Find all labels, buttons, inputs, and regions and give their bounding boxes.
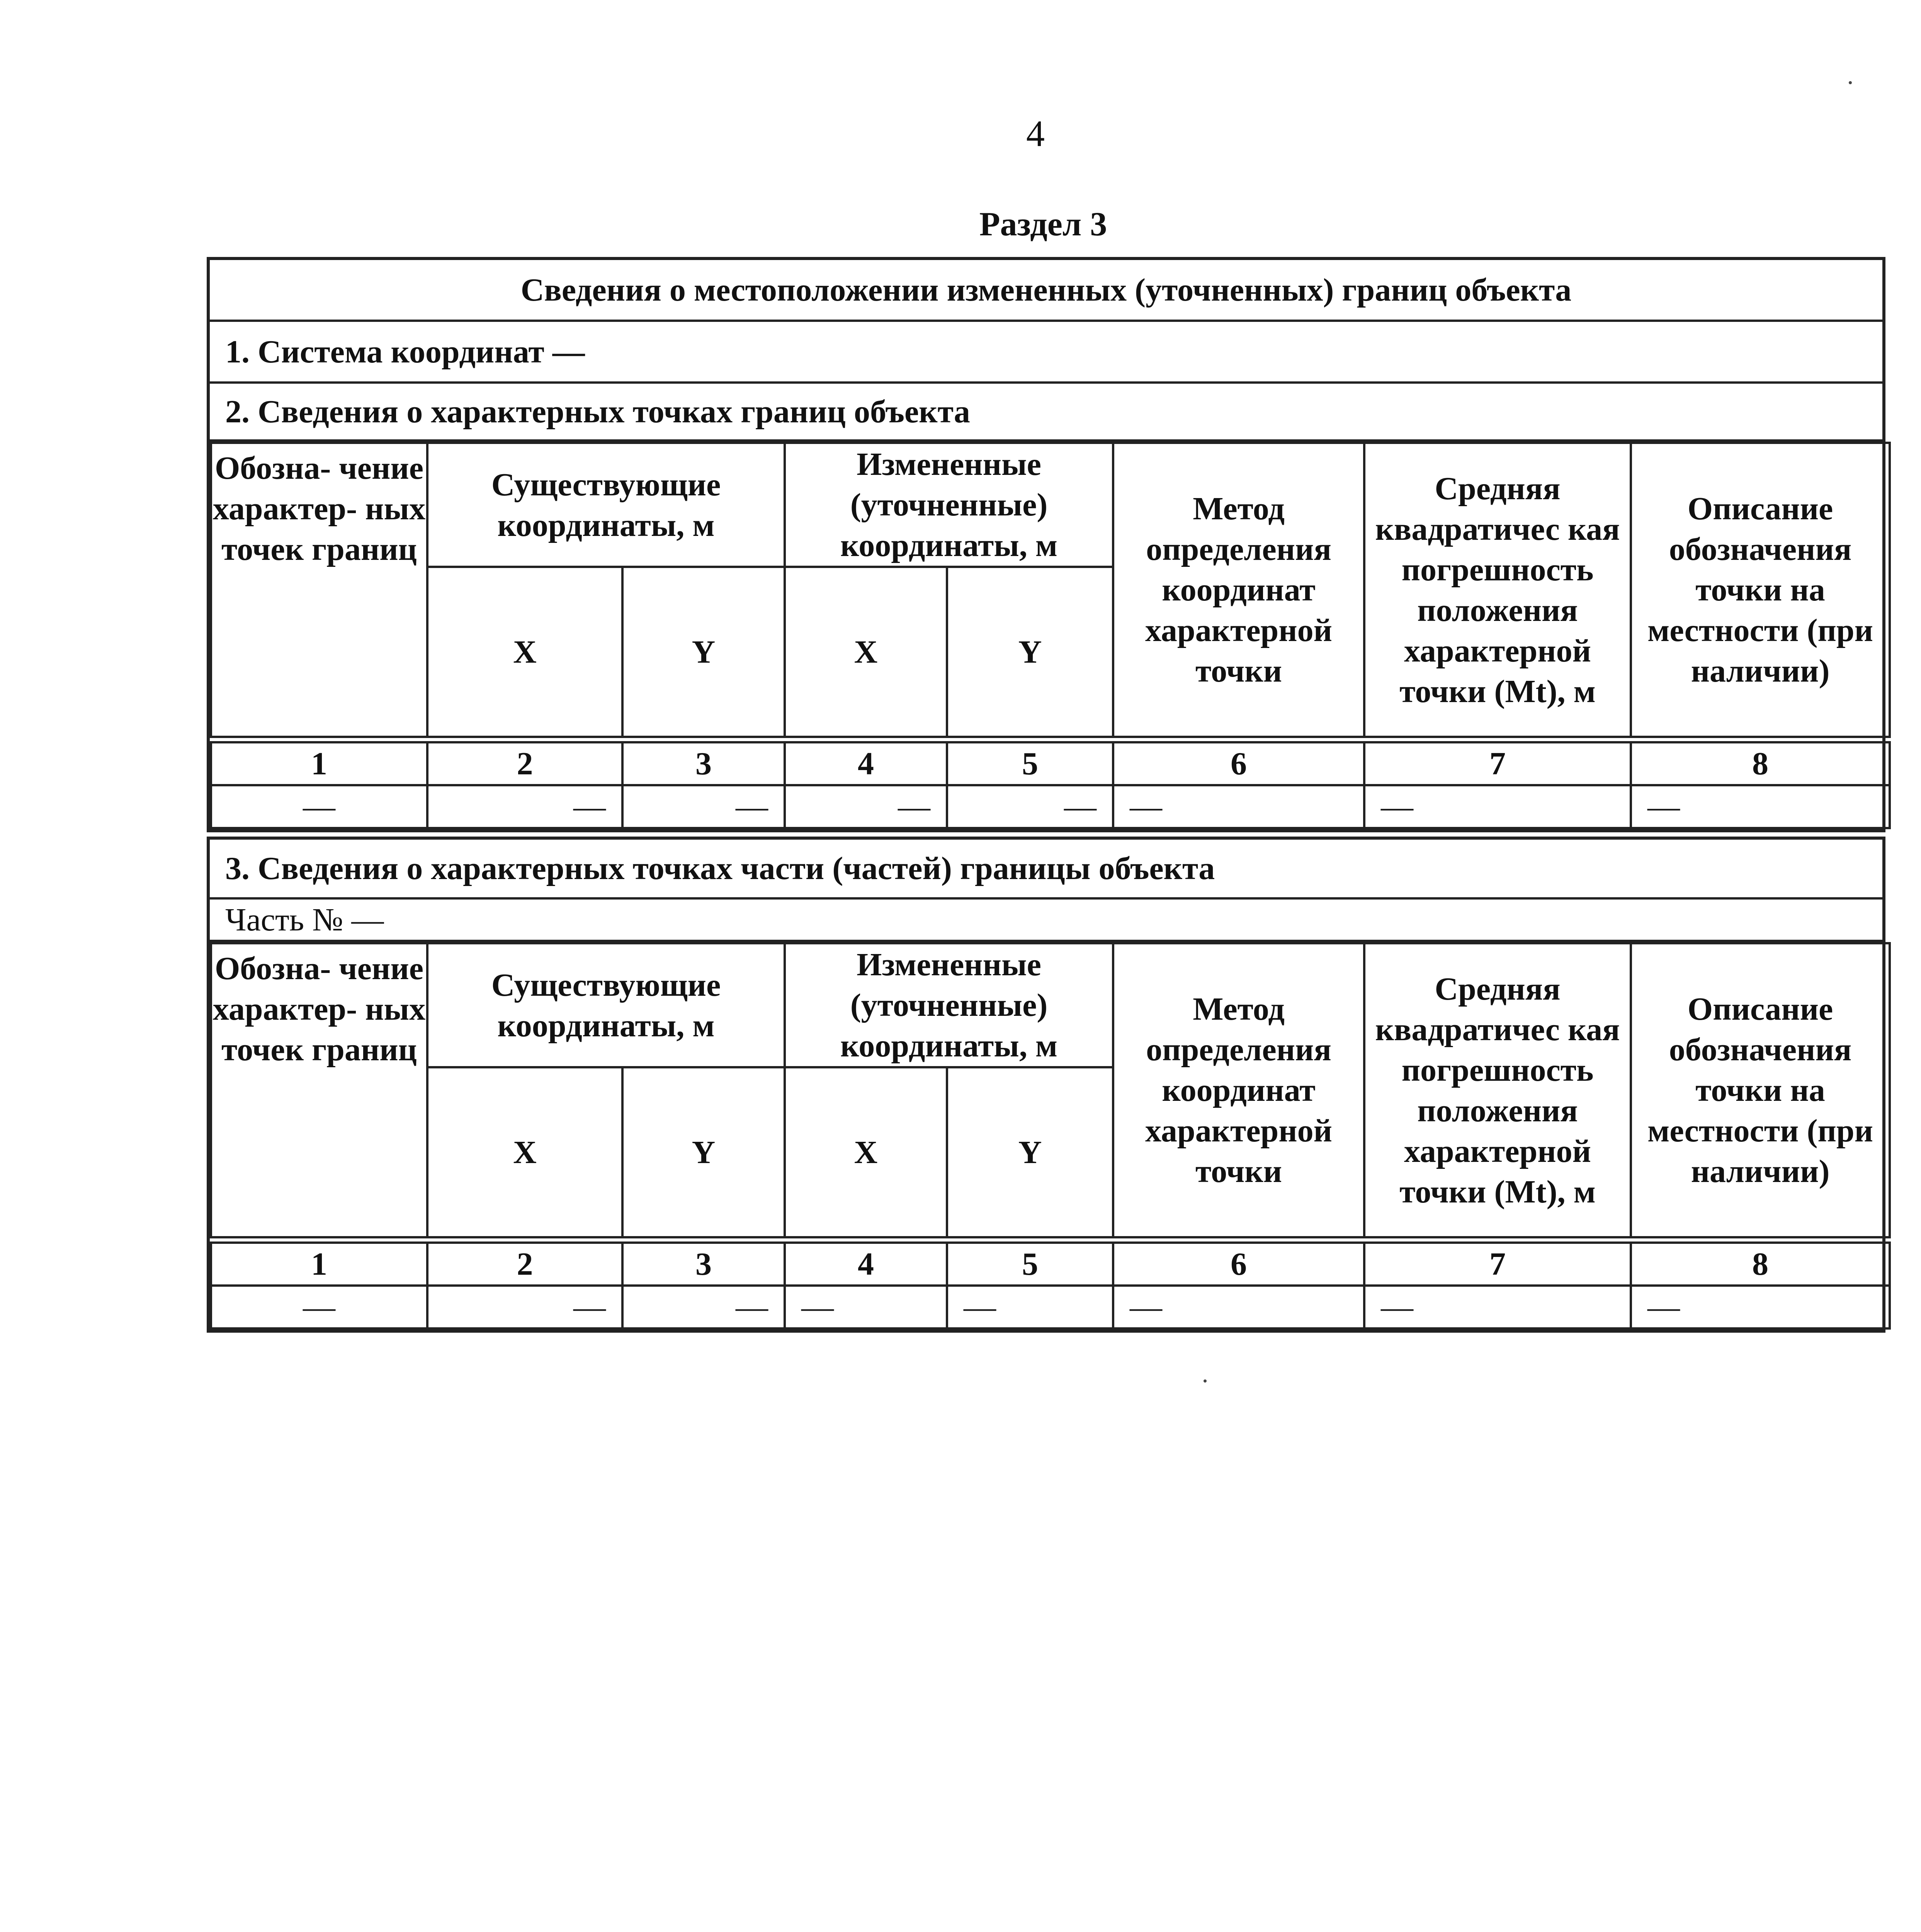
col-number: 1: [211, 742, 427, 785]
table-cell: —: [1113, 1286, 1364, 1328]
header-x-existing: X: [427, 567, 622, 737]
col-number: 7: [1364, 742, 1631, 785]
scan-speck: [1204, 1379, 1207, 1383]
header-x-changed: X: [785, 1067, 947, 1237]
coordinate-system-line: 1. Система координат —: [210, 322, 1882, 384]
part-number-line: Часть № —: [210, 900, 1882, 942]
boundary-table-main: [207, 257, 1885, 832]
block2-title: 2. Сведения о характерных точках границ объекта: [210, 384, 1882, 442]
block3-grid: [210, 942, 1891, 1330]
header-method: Метод определения координат характерной точки: [1113, 443, 1364, 737]
header-existing-coords: Существующие координаты, м: [427, 943, 785, 1067]
col-number: 2: [427, 1243, 622, 1286]
block2-grid: [210, 442, 1891, 829]
table-cell: —: [785, 1286, 947, 1328]
table-cell: —: [947, 785, 1113, 828]
boundary-table-parts: [207, 837, 1885, 1333]
col-number: 2: [427, 742, 622, 785]
table-cell: —: [427, 1286, 622, 1328]
header-point-designation: Обозна- чение характер- ных точек границ: [211, 443, 427, 737]
table-cell: —: [622, 785, 785, 828]
table-cell: —: [947, 1286, 1113, 1328]
table-cell: —: [427, 785, 622, 828]
col-number: 6: [1113, 1243, 1364, 1286]
col-number: 3: [622, 1243, 785, 1286]
col-number: 4: [785, 1243, 947, 1286]
table-heading: Сведения о местоположении измененных (уточненных) границ объекта: [210, 260, 1882, 322]
table-cell: —: [1364, 1286, 1631, 1328]
table-cell: —: [211, 785, 427, 828]
col-number: 4: [785, 742, 947, 785]
header-y-changed: Y: [947, 1067, 1113, 1237]
table-cell: —: [1364, 785, 1631, 828]
header-changed-coords: Измененные (уточненные) координаты, м: [785, 943, 1113, 1067]
col-number: 8: [1631, 1243, 1890, 1286]
header-point-designation: Обозна- чение характер- ных точек границ: [211, 943, 427, 1237]
header-description: Описание обозначения точки на местности (при наличии): [1631, 943, 1890, 1237]
col-number: 6: [1113, 742, 1364, 785]
header-y-changed: Y: [947, 567, 1113, 737]
block3-title: 3. Сведения о характерных точках части (частей) границы объекта: [210, 840, 1882, 900]
table-cell: —: [1631, 785, 1890, 828]
table-cell: —: [622, 1286, 785, 1328]
table-cell: —: [1631, 1286, 1890, 1328]
table-cell: —: [785, 785, 947, 828]
header-method: Метод определения координат характерной точки: [1113, 943, 1364, 1237]
col-number: 3: [622, 742, 785, 785]
header-y-existing: Y: [622, 567, 785, 737]
header-changed-coords: Измененные (уточненные) координаты, м: [785, 443, 1113, 567]
table-cell: —: [211, 1286, 427, 1328]
header-y-existing: Y: [622, 1067, 785, 1237]
col-number: 5: [947, 742, 1113, 785]
header-existing-coords: Существующие координаты, м: [427, 443, 785, 567]
header-x-changed: X: [785, 567, 947, 737]
header-x-existing: X: [427, 1067, 622, 1237]
page-number: 4: [1026, 113, 1045, 154]
col-number: 8: [1631, 742, 1890, 785]
scan-speck: [1849, 81, 1852, 84]
table-cell: —: [1113, 785, 1364, 828]
header-error: Средняя квадратичес кая погрешность положения характерной точки (Mt), м: [1364, 443, 1631, 737]
col-number: 1: [211, 1243, 427, 1286]
section-title: Раздел 3: [979, 206, 1107, 243]
col-number: 7: [1364, 1243, 1631, 1286]
col-number: 5: [947, 1243, 1113, 1286]
header-description: Описание обозначения точки на местности (при наличии): [1631, 443, 1890, 737]
header-error: Средняя квадратичес кая погрешность положения характерной точки (Mt), м: [1364, 943, 1631, 1237]
